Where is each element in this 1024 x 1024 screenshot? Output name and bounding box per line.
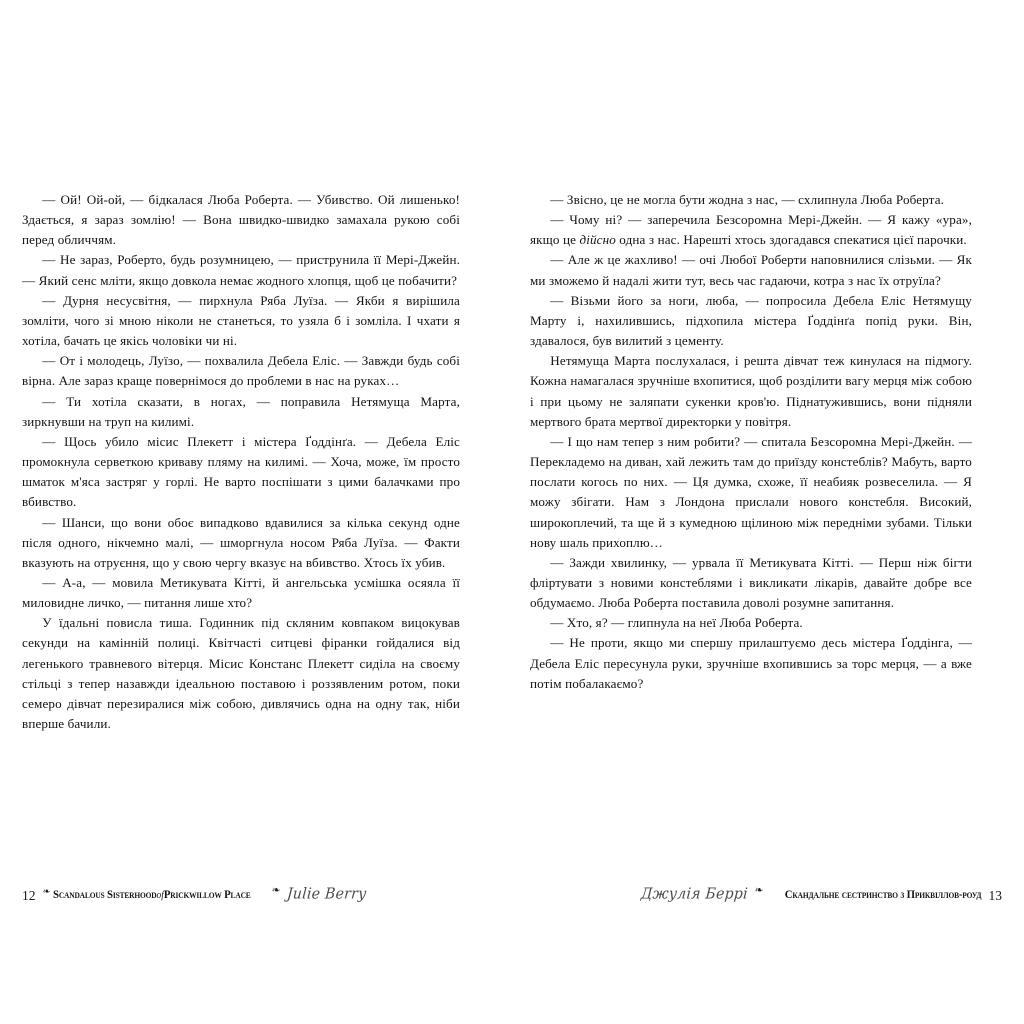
folio-right: 13	[988, 888, 1002, 903]
paragraph	[530, 432, 972, 553]
emphasis-text: дійсно	[579, 232, 616, 248]
book-title-en	[53, 889, 251, 901]
paragraph: — От і молодець, Луїзо, — похвалила Дебела Еліс. — Завжди будь собі вірна. Але зараз краще повернімося до проблеми в нас на руках…	[22, 353, 460, 389]
body-text: одна з нас. Нарешті хтось здогадався спекатися цієї парочки.	[615, 232, 967, 248]
body-text: — Чому ні? — заперечила Безсоромна Мері-Джейн. — Я кажу «ура», якщо це	[530, 212, 972, 248]
paragraph	[530, 613, 972, 633]
folio-left: 12	[22, 888, 36, 903]
paragraph: — Ой! Ой-ой, — бідкалася Люба Роберта. — Убивство. Ой лишенько! Здається, я зараз зомлію! — Вона швидко-швидко замахала рукою собі перед обличчям.	[22, 192, 460, 248]
paragraph: — Не зараз, Роберто, будь розумницею, — приструнила її Мері-Джейн. — Який сенс мліти, якщо довкола немає жодного хлопця, щоб це побачити?	[22, 252, 460, 288]
author-name-en: Julie Berry	[286, 885, 368, 903]
paragraph	[530, 210, 972, 250]
page-right	[512, 0, 1024, 1024]
book-title-en-connector: of	[156, 890, 164, 901]
body-text: — Але ж це жахливо! — очі Любої Роберти наповнилися слізьми. — Як ми зможемо й надалі жити тут, весь час гадаючи, котра з нас їх отруїла?	[530, 252, 972, 288]
left-page-textblock	[22, 190, 460, 734]
body-text: — Візьми його за ноги, люба, — попросила Дебела Еліс Нетямущу Марту і, нахилившись, підхопила містера Ґоддінґа попід руки. Він, здавалося, був вилитий з цементу.	[530, 292, 972, 349]
fleuron-separator-icon: ❧	[754, 886, 764, 896]
paragraph	[530, 553, 972, 613]
paragraph: — А-а, — мовила Метикувата Кітті, й ангельська усмішка осяяла її миловидне личко, — питання лише хто?	[22, 574, 460, 611]
body-text: — І що нам тепер з ним робити? — спитала Безсоромна Мері-Джейн. — Перекладемо на диван, хай лежить там до приїзду констеблів? Мабуть, варто послати когось по них. — Ця думка, схоже, її неабияк розвеселила. — Я можу збігати. Нам з Лондона прислали нового констебля. Високий, широкоплечий, та ще й з кумедною щілиною між передніми зубами. Тільки нову шаль прихоплю…	[530, 433, 972, 550]
body-text: — Хто, я? — глипнула на неї Люба Роберта.	[550, 615, 803, 631]
right-page-textblock	[530, 190, 972, 694]
book-title-en-tail: Prickwillow Place	[163, 888, 251, 901]
paragraph: — Шанси, що вони обоє випадково вдавилися за кілька секунд одне після одного, нікчемно малі, — шморгнула носом Ряба Луїза. — Факти вказують на отруєння, що у свою чергу вказує на вбивство. Хтось їх убив.	[22, 514, 460, 570]
running-foot-right	[512, 852, 1024, 1024]
fleuron-leaf-icon: ❧	[42, 886, 50, 896]
running-foot-left	[0, 852, 512, 1024]
book-title-ua: Скандальне сестринство з Приквіллов-роуд	[784, 888, 982, 901]
paragraph: У їдальні повисла тиша. Годинник під скляним ковпаком вицокував секунди на камінній полиці. Квітчасті ситцеві фіранки гойдалися від легенького травневого вітерця. Місис Констанс Плекетт сиділа на своєму стільці з тепер назавжди ідеальною поставою і роззявленим ротом, поки семеро дівчат перезиралися між собою, дивлячись одна на одну так, ніби вперше бачили.	[22, 615, 460, 732]
body-text: Нетямуща Марта послухалася, і решта дівчат теж кинулася на підмогу. Кожна намагалася зручніше вхопитися, щоб розділити вагу мерця між собою і при цьому не заляпати сукенки кров'ю. Піднатужившись, вони підняли мертвого брата мертвої директорки у повітря.	[530, 353, 972, 429]
author-name-ua: Джулія Беррі	[640, 885, 749, 903]
paragraph: — Дурня несусвітня, — пирхнула Ряба Луїза. — Якби я вирішила зомліти, чого зі мною ніколи не станеться, то узяла б і зомліла. І чхати я хотіла, бачать це якісь чоловіки чи ні.	[22, 292, 460, 349]
paragraph	[530, 190, 972, 210]
body-text: — Звісно, це не могла бути жодна з нас, — схлипнула Люба Роберта.	[550, 192, 945, 207]
body-text: — Не проти, якщо ми спершу прилаштуємо десь містера Ґоддінга, — Дебела Еліс пересунула руки, зручніше вхопившись за торс мерця, — а вже потім побалакаємо?	[530, 635, 972, 691]
book-title-en-head: Scandalous Sisterhood	[52, 888, 157, 901]
paragraph: — Щось убило місис Плекетт і містера Ґоддінґа. — Дебела Еліс промокнула серветкою криваву пляму на килимі. — Хоча, може, їм просто шматок м'яса застряг у горлі. Не варто поспішати з цими балачками про вбивство.	[22, 433, 460, 510]
body-text: — Зажди хвилинку, — урвала її Метикувата Кітті. — Перш ніж бігти фліртувати з новими констеблями і викликати лікарів, давайте добре все обдумаємо. Люба Роберта поставила доволі розумне запитання.	[530, 554, 972, 611]
paragraph	[530, 250, 972, 290]
fleuron-separator-icon: ❧	[271, 886, 281, 896]
paragraph: — Ти хотіла сказати, в ногах, — поправила Нетямуща Марта, зиркнувши на труп на килимі.	[22, 393, 460, 429]
paragraph	[530, 633, 972, 693]
paragraph	[530, 351, 972, 432]
paragraph	[530, 291, 972, 351]
